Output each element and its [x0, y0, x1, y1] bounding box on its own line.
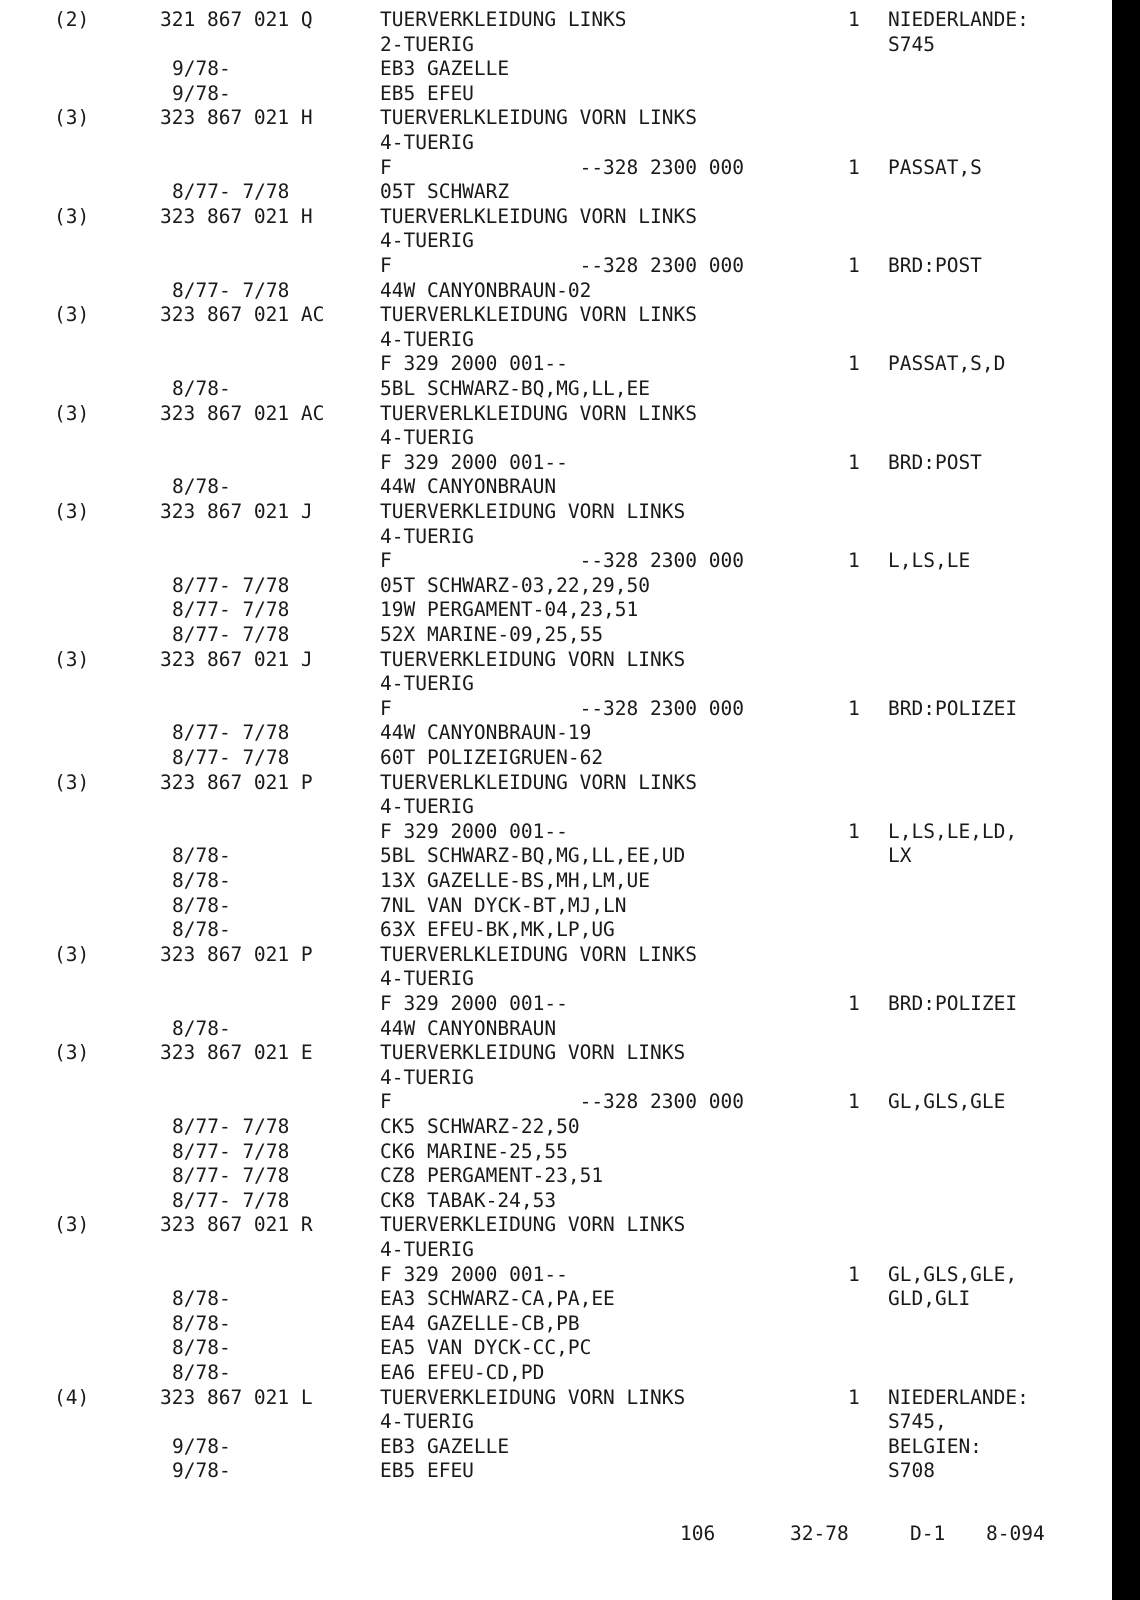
description: 05T SCHWARZ [380, 180, 510, 204]
validity-date: 8/77- 7/78 [172, 278, 290, 302]
catalog-line [0, 254, 1100, 279]
description: 52X MARINE-09,25,55 [380, 623, 604, 646]
catalog-line [0, 1066, 1100, 1091]
validity-date: 8/78- [172, 1361, 231, 1384]
catalog-line [0, 426, 1100, 451]
description: EB3 GAZELLE [380, 57, 510, 81]
model-note: S745, [888, 1410, 947, 1434]
description: CK6 MARINE-25,55 [380, 1139, 568, 1163]
catalog-line [0, 844, 1100, 869]
catalog-line [0, 869, 1100, 894]
validity-date: 8/77- 7/78 [172, 623, 290, 646]
validity-date: 9/78- [172, 1434, 231, 1458]
description: TUERVERKLEIDUNG VORN LINKS [380, 647, 686, 671]
quantity: 1 [848, 549, 860, 573]
description: F 329 2000 001-- [380, 992, 568, 1015]
catalog-line [0, 771, 1100, 796]
description: 05T SCHWARZ-03,22,29,50 [380, 573, 651, 597]
part-number: 323 867 021 H [160, 106, 313, 130]
description: 4-TUERIG [380, 327, 474, 351]
catalog-line [0, 1115, 1100, 1140]
catalog-line [0, 1017, 1100, 1042]
model-note: GLD,GLI [888, 1287, 971, 1311]
description: TUERVERKLEIDUNG VORN LINKS [380, 1041, 686, 1065]
catalog-line [0, 1435, 1100, 1460]
model-note: S708 [888, 1459, 935, 1483]
model-note: L,LS,LE,LD, [888, 819, 1018, 843]
model-note: L,LS,LE [888, 549, 971, 573]
description: F 329 2000 001-- [380, 450, 568, 474]
description: 44W CANYONBRAUN [380, 475, 557, 499]
position-number: (3) [54, 401, 90, 425]
catalog-line [0, 1361, 1100, 1386]
description: 60T POLIZEIGRUEN-62 [380, 746, 604, 769]
description: 4-TUERIG [380, 229, 474, 253]
quantity: 1 [848, 1262, 860, 1286]
catalog-line [0, 352, 1100, 377]
description: 13X GAZELLE-BS,MH,LM,UE [380, 869, 651, 892]
description: F --328 2300 000 [380, 254, 744, 277]
catalog-line [0, 82, 1100, 107]
validity-date: 8/78- [172, 869, 231, 892]
catalog-line [0, 795, 1100, 820]
validity-date: 8/77- 7/78 [172, 1188, 290, 1212]
position-number: (3) [54, 204, 90, 228]
quantity: 1 [848, 155, 860, 179]
description: 63X EFEU-BK,MK,LP,UG [380, 918, 615, 942]
catalog-line [0, 1090, 1100, 1115]
catalog-line [0, 820, 1100, 845]
catalog-line [0, 967, 1100, 992]
catalog-line [0, 156, 1100, 181]
part-number: 321 867 021 Q [160, 8, 313, 31]
model-note: BRD:POST [888, 254, 982, 277]
model-note: NIEDERLANDE: [888, 8, 1029, 31]
model-note: LX [888, 844, 912, 868]
quantity: 1 [848, 696, 860, 720]
part-number: 323 867 021 J [160, 647, 313, 671]
description: EB5 EFEU [380, 81, 474, 105]
validity-date: 8/77- 7/78 [172, 1164, 290, 1188]
position-number: (3) [54, 647, 90, 671]
description: 4-TUERIG [380, 1238, 474, 1261]
part-number: 323 867 021 AC [160, 401, 325, 425]
description: 2-TUERIG [380, 32, 474, 56]
part-number: 323 867 021 P [160, 942, 313, 966]
validity-date: 8/78- [172, 377, 231, 400]
model-note: BELGIEN: [888, 1434, 982, 1458]
validity-date: 8/77- 7/78 [172, 573, 290, 597]
description: TUERVERLKLEIDUNG VORN LINKS [380, 204, 697, 228]
catalog-line [0, 8, 1100, 33]
catalog-line [0, 1459, 1100, 1484]
description: 7NL VAN DYCK-BT,MJ,LN [380, 893, 627, 917]
description: EA6 EFEU-CD,PD [380, 1361, 545, 1384]
part-number: 323 867 021 AC [160, 303, 325, 327]
catalog-line [0, 1263, 1100, 1288]
footer-page-number: 106 [680, 1522, 716, 1545]
catalog-line [0, 131, 1100, 156]
description: 4-TUERIG [380, 1410, 474, 1434]
catalog-line [0, 1238, 1100, 1263]
catalog-line [0, 623, 1100, 648]
catalog-line [0, 1336, 1100, 1361]
catalog-line [0, 598, 1100, 623]
position-number: (4) [54, 1385, 90, 1409]
description: 4-TUERIG [380, 967, 474, 991]
description: 4-TUERIG [380, 795, 474, 819]
position-number: (3) [54, 1041, 90, 1065]
validity-date: 9/78- [172, 1459, 231, 1483]
catalog-line [0, 1189, 1100, 1214]
description: F --328 2300 000 [380, 1090, 744, 1114]
catalog-line [0, 1041, 1100, 1066]
validity-date: 9/78- [172, 81, 231, 105]
position-number: (2) [54, 8, 90, 31]
validity-date: 8/78- [172, 1287, 231, 1311]
catalog-line [0, 918, 1100, 943]
catalog-line [0, 303, 1100, 328]
description: TUERVERLKLEIDUNG VORN LINKS [380, 303, 697, 327]
description: CK8 TABAK-24,53 [380, 1188, 557, 1212]
description: 4-TUERIG [380, 672, 474, 696]
description: 5BL SCHWARZ-BQ,MG,LL,EE,UD [380, 844, 686, 868]
description: F --328 2300 000 [380, 696, 744, 720]
quantity: 1 [848, 1385, 860, 1409]
part-number: 323 867 021 L [160, 1385, 313, 1409]
description: TUERVERLKLEIDUNG VORN LINKS [380, 942, 697, 966]
position-number: (3) [54, 1213, 90, 1237]
catalog-line [0, 229, 1100, 254]
model-note: PASSAT,S [888, 155, 982, 179]
position-number: (3) [54, 942, 90, 966]
part-number: 323 867 021 J [160, 500, 313, 523]
catalog-line [0, 549, 1100, 574]
catalog-line [0, 328, 1100, 353]
part-number: 323 867 021 R [160, 1213, 313, 1237]
quantity: 1 [848, 992, 860, 1015]
description: F 329 2000 001-- [380, 352, 568, 376]
description: TUERVERKLEIDUNG VORN LINKS [380, 1385, 686, 1409]
footer-catalog-code: 32-78 [790, 1522, 849, 1545]
catalog-line [0, 475, 1100, 500]
position-number: (3) [54, 500, 90, 523]
catalog-line [0, 721, 1100, 746]
description: 44W CANYONBRAUN-19 [380, 721, 592, 745]
validity-date: 8/78- [172, 844, 231, 868]
description: TUERVERKLEIDUNG VORN LINKS [380, 1213, 686, 1237]
description: 19W PERGAMENT-04,23,51 [380, 598, 639, 622]
description: 4-TUERIG [380, 426, 474, 450]
catalog-line [0, 57, 1100, 82]
model-note: BRD:POLIZEI [888, 696, 1018, 720]
validity-date: 8/77- 7/78 [172, 721, 290, 745]
description: F --328 2300 000 [380, 155, 744, 179]
catalog-line [0, 992, 1100, 1017]
validity-date: 8/78- [172, 1336, 231, 1360]
position-number: (3) [54, 106, 90, 130]
validity-date: 8/77- 7/78 [172, 598, 290, 622]
catalog-line [0, 1213, 1100, 1238]
description: EB5 EFEU [380, 1459, 474, 1483]
model-note: GL,GLS,GLE, [888, 1262, 1018, 1286]
model-note: S745 [888, 32, 935, 56]
catalog-line [0, 943, 1100, 968]
part-number: 323 867 021 P [160, 770, 313, 794]
validity-date: 9/78- [172, 57, 231, 81]
description: TUERVERKLEIDUNG VORN LINKS [380, 500, 686, 523]
quantity: 1 [848, 1090, 860, 1114]
validity-date: 8/77- 7/78 [172, 180, 290, 204]
description: EA4 GAZELLE-CB,PB [380, 1311, 580, 1335]
catalog-line [0, 500, 1100, 525]
part-number: 323 867 021 H [160, 204, 313, 228]
quantity: 1 [848, 819, 860, 843]
quantity: 1 [848, 450, 860, 474]
validity-date: 8/78- [172, 1016, 231, 1040]
validity-date: 8/78- [172, 893, 231, 917]
model-note: BRD:POST [888, 450, 982, 474]
model-note: PASSAT,S,D [888, 352, 1006, 376]
catalog-line [0, 525, 1100, 550]
description: TUERVERLKLEIDUNG VORN LINKS [380, 770, 697, 794]
quantity: 1 [848, 8, 860, 31]
catalog-line [0, 33, 1100, 58]
description: 4-TUERIG [380, 524, 474, 548]
model-note: NIEDERLANDE: [888, 1385, 1029, 1409]
description: 44W CANYONBRAUN [380, 1016, 557, 1040]
catalog-line [0, 1287, 1100, 1312]
catalog-line [0, 106, 1100, 131]
model-note: BRD:POLIZEI [888, 992, 1018, 1015]
description: F --328 2300 000 [380, 549, 744, 573]
catalog-line [0, 672, 1100, 697]
validity-date: 8/78- [172, 1311, 231, 1335]
description: 44W CANYONBRAUN-02 [380, 278, 592, 302]
catalog-line [0, 648, 1100, 673]
catalog-line [0, 1164, 1100, 1189]
footer-section: D-1 [910, 1522, 946, 1545]
validity-date: 8/78- [172, 475, 231, 499]
description: TUERVERLKLEIDUNG VORN LINKS [380, 106, 697, 130]
model-note: GL,GLS,GLE [888, 1090, 1006, 1114]
description: 4-TUERIG [380, 1065, 474, 1089]
quantity: 1 [848, 254, 860, 277]
position-number: (3) [54, 303, 90, 327]
description: EA3 SCHWARZ-CA,PA,EE [380, 1287, 615, 1311]
validity-date: 8/78- [172, 918, 231, 942]
description: EA5 VAN DYCK-CC,PC [380, 1336, 592, 1360]
catalog-line [0, 180, 1100, 205]
catalog-line [0, 1312, 1100, 1337]
description: F 329 2000 001-- [380, 819, 568, 843]
description: 5BL SCHWARZ-BQ,MG,LL,EE [380, 377, 651, 400]
catalog-line [0, 377, 1100, 402]
description: EB3 GAZELLE [380, 1434, 510, 1458]
validity-date: 8/77- 7/78 [172, 1115, 290, 1138]
description: CK5 SCHWARZ-22,50 [380, 1115, 580, 1138]
catalog-line [0, 894, 1100, 919]
description: CZ8 PERGAMENT-23,51 [380, 1164, 604, 1188]
footer-reference: 8-094 [986, 1522, 1045, 1545]
catalog-line [0, 1140, 1100, 1165]
description: TUERVERLKLEIDUNG VORN LINKS [380, 401, 697, 425]
catalog-line [0, 1410, 1100, 1435]
description: 4-TUERIG [380, 131, 474, 154]
catalog-line [0, 746, 1100, 771]
description: F 329 2000 001-- [380, 1262, 568, 1286]
description: TUERVERKLEIDUNG LINKS [380, 8, 627, 31]
catalog-line [0, 697, 1100, 722]
validity-date: 8/77- 7/78 [172, 746, 290, 769]
validity-date: 8/77- 7/78 [172, 1139, 290, 1163]
position-number: (3) [54, 770, 90, 794]
catalog-line [0, 279, 1100, 304]
catalog-line [0, 1386, 1100, 1411]
catalog-line [0, 574, 1100, 599]
catalog-line [0, 402, 1100, 427]
catalog-line [0, 451, 1100, 476]
catalog-line [0, 205, 1100, 230]
quantity: 1 [848, 352, 860, 376]
part-number: 323 867 021 E [160, 1041, 313, 1065]
scan-edge-bar [1112, 0, 1140, 1600]
